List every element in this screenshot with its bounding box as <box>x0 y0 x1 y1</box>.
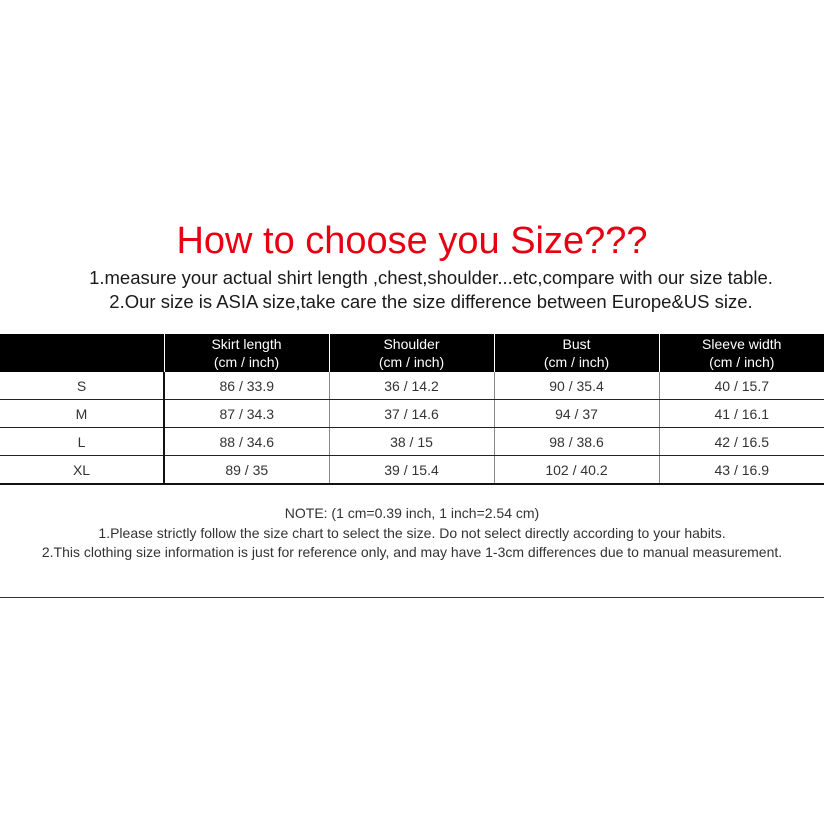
table-header-row <box>0 334 824 372</box>
header-bust <box>494 334 659 372</box>
page-title <box>0 218 824 264</box>
bust-cell: 94 / 37 <box>494 400 659 428</box>
table-row <box>0 400 824 428</box>
shoulder-cell: 37 / 14.6 <box>329 400 494 428</box>
bust-cell: 98 / 38.6 <box>494 428 659 456</box>
header-size <box>0 334 164 372</box>
size-cell: M <box>0 400 164 428</box>
shoulder-cell: 39 / 15.4 <box>329 456 494 485</box>
header-sleeve-width-label: Sleeve width <box>702 336 782 352</box>
table-row <box>0 456 824 485</box>
header-shoulder <box>329 334 494 372</box>
sleeve-width-cell: 40 / 15.7 <box>659 372 824 400</box>
shoulder-cell: 36 / 14.2 <box>329 372 494 400</box>
instruction-asia-size: 2.Our size is ASIA size,take care the size difference between Europe&US size. <box>109 291 753 312</box>
header-sleeve-width-unit: (cm / inch) <box>709 354 775 370</box>
size-cell: L <box>0 428 164 456</box>
sleeve-width-cell: 43 / 16.9 <box>659 456 824 485</box>
header-skirt-length-unit: (cm / inch) <box>213 354 280 370</box>
header-shoulder-unit: (cm / inch) <box>378 354 445 370</box>
bottom-divider <box>0 597 824 598</box>
header-bust-unit: (cm / inch) <box>543 354 610 370</box>
size-table <box>0 334 824 485</box>
header-skirt-length <box>164 334 329 372</box>
table-row <box>0 428 824 456</box>
skirt-length-cell: 86 / 33.9 <box>164 372 329 400</box>
note-reference-only: 2.This clothing size information is just for reference only, and may have 1-3cm differences due to manual measurement. <box>41 544 783 560</box>
skirt-length-cell: 87 / 34.3 <box>164 400 329 428</box>
notes-block <box>0 504 824 563</box>
bust-cell: 90 / 35.4 <box>494 372 659 400</box>
size-cell: S <box>0 372 164 400</box>
shoulder-cell: 38 / 15 <box>329 428 494 456</box>
skirt-length-cell: 88 / 34.6 <box>164 428 329 456</box>
header-bust-label: Bust <box>562 336 591 352</box>
note-conversion: NOTE: (1 cm=0.39 inch, 1 inch=2.54 cm) <box>284 505 540 521</box>
sleeve-width-cell: 41 / 16.1 <box>659 400 824 428</box>
table-row <box>0 372 824 400</box>
page-title-text: How to choose you Size??? <box>176 220 648 262</box>
header-shoulder-label: Shoulder <box>383 336 440 352</box>
sleeve-width-cell: 42 / 16.5 <box>659 428 824 456</box>
size-cell: XL <box>0 456 164 485</box>
note-follow-chart: 1.Please strictly follow the size chart to select the size. Do not select directly according to your habits. <box>98 524 726 541</box>
header-skirt-length-label: Skirt length <box>211 336 282 352</box>
bust-cell: 102 / 40.2 <box>494 456 659 485</box>
instruction-measure: 1.measure your actual shirt length ,chest,shoulder...etc,compare with our size table. <box>89 267 773 288</box>
skirt-length-cell: 89 / 35 <box>164 456 329 485</box>
header-sleeve-width <box>659 334 824 372</box>
